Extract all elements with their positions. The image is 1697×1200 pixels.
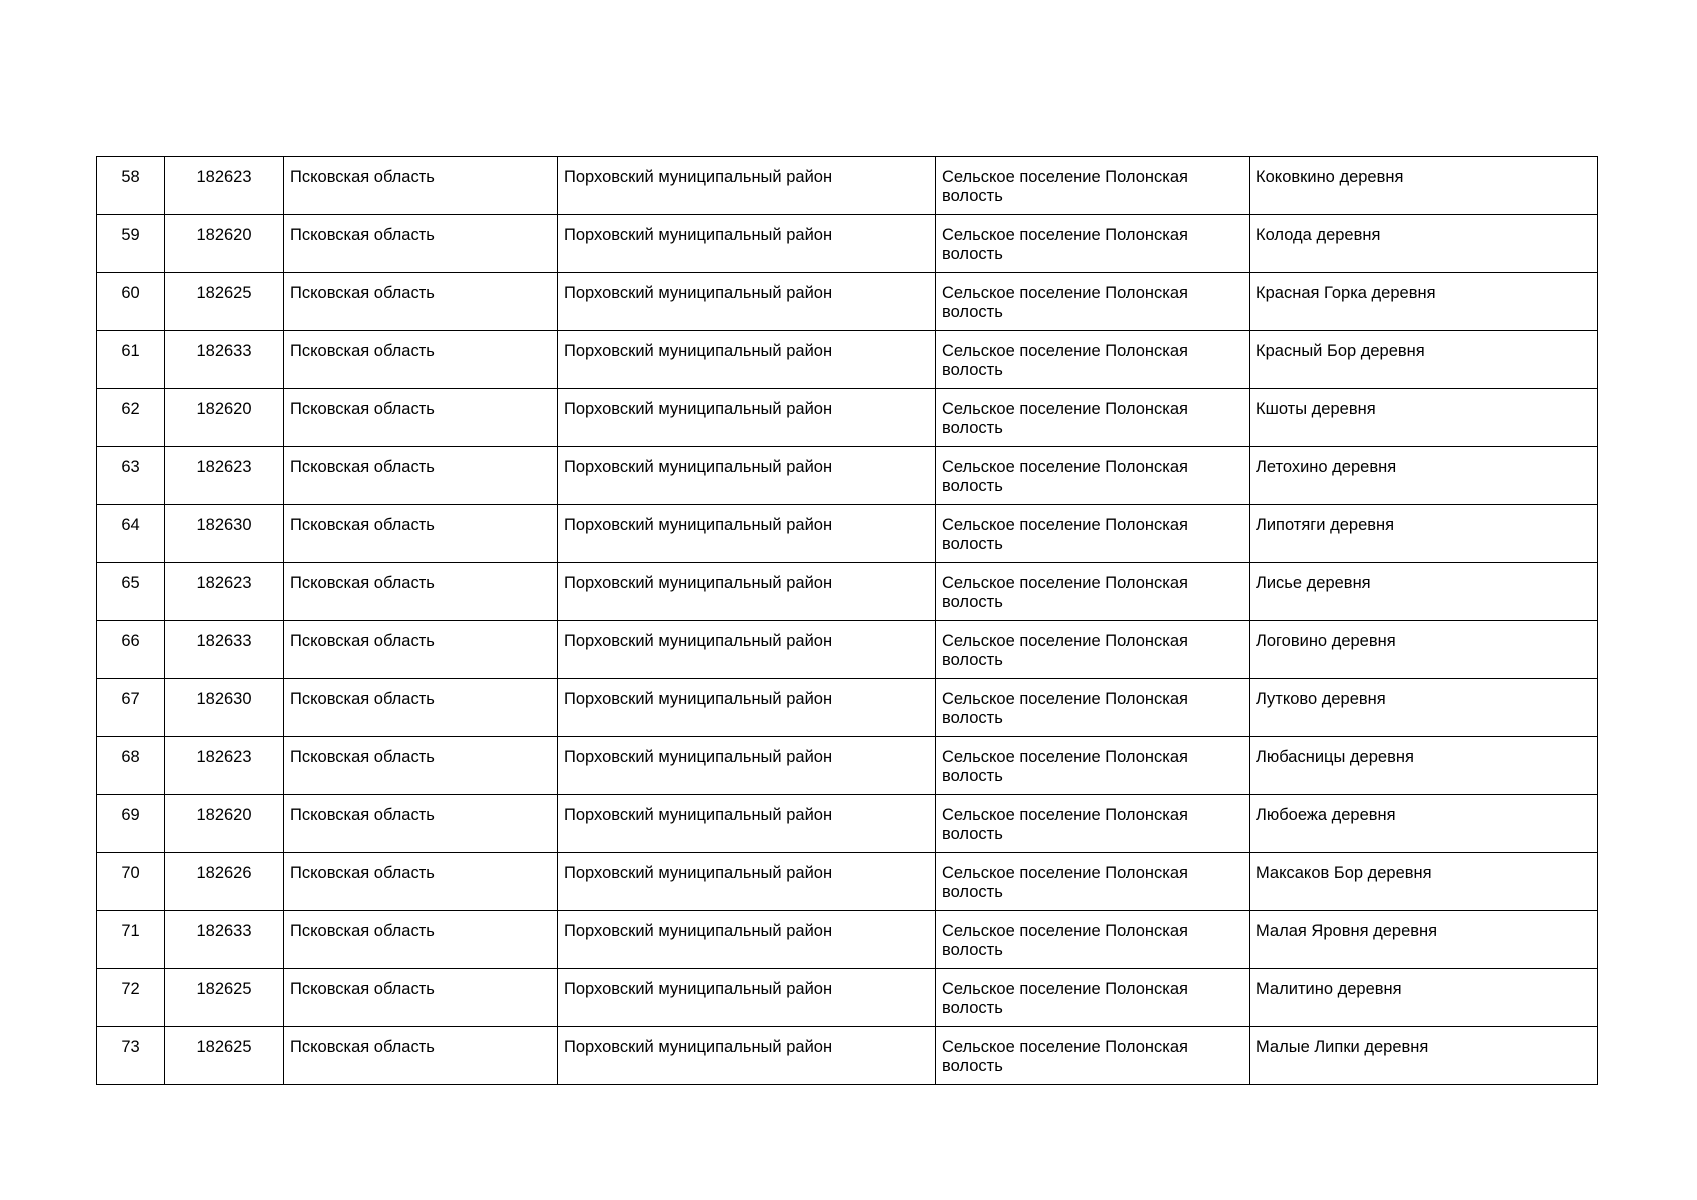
postal-index-cell: 182630 (165, 679, 284, 737)
settlement-cell: Сельское поселение Полонская волость (936, 853, 1250, 911)
table-row (97, 679, 1598, 737)
table-row (97, 911, 1598, 969)
region-cell: Псковская область (284, 273, 558, 331)
postal-index-cell: 182623 (165, 447, 284, 505)
row-number-cell: 67 (97, 679, 165, 737)
district-cell: Порховский муниципальный район (558, 621, 936, 679)
settlement-cell: Сельское поселение Полонская волость (936, 505, 1250, 563)
region-cell: Псковская область (284, 215, 558, 273)
locality-cell: Красная Горка деревня (1250, 273, 1598, 331)
locality-cell: Липотяги деревня (1250, 505, 1598, 563)
table-row (97, 795, 1598, 853)
district-cell: Порховский муниципальный район (558, 1027, 936, 1085)
locality-cell: Лисье деревня (1250, 563, 1598, 621)
locality-cell: Коковкино деревня (1250, 157, 1598, 215)
region-cell: Псковская область (284, 795, 558, 853)
table-row (97, 505, 1598, 563)
district-cell: Порховский муниципальный район (558, 331, 936, 389)
settlement-cell: Сельское поселение Полонская волость (936, 795, 1250, 853)
settlement-cell: Сельское поселение Полонская волость (936, 737, 1250, 795)
postal-index-cell: 182625 (165, 1027, 284, 1085)
region-cell: Псковская область (284, 679, 558, 737)
table-row (97, 273, 1598, 331)
row-number-cell: 61 (97, 331, 165, 389)
table-body (97, 157, 1598, 1085)
table-row (97, 737, 1598, 795)
row-number-cell: 60 (97, 273, 165, 331)
region-cell: Псковская область (284, 389, 558, 447)
locality-cell: Любоежа деревня (1250, 795, 1598, 853)
settlement-cell: Сельское поселение Полонская волость (936, 563, 1250, 621)
district-cell: Порховский муниципальный район (558, 563, 936, 621)
locality-cell: Красный Бор деревня (1250, 331, 1598, 389)
row-number-cell: 64 (97, 505, 165, 563)
settlement-cell: Сельское поселение Полонская волость (936, 157, 1250, 215)
postal-index-cell: 182623 (165, 737, 284, 795)
postal-index-cell: 182630 (165, 505, 284, 563)
district-cell: Порховский муниципальный район (558, 505, 936, 563)
row-number-cell: 68 (97, 737, 165, 795)
region-cell: Псковская область (284, 505, 558, 563)
postal-index-cell: 182620 (165, 795, 284, 853)
table-row (97, 215, 1598, 273)
region-cell: Псковская область (284, 853, 558, 911)
locality-cell: Малая Яровня деревня (1250, 911, 1598, 969)
settlement-cell: Сельское поселение Полонская волость (936, 1027, 1250, 1085)
row-number-cell: 65 (97, 563, 165, 621)
district-cell: Порховский муниципальный район (558, 679, 936, 737)
locality-cell: Кшоты деревня (1250, 389, 1598, 447)
row-number-cell: 71 (97, 911, 165, 969)
table-row (97, 157, 1598, 215)
region-cell: Псковская область (284, 1027, 558, 1085)
row-number-cell: 73 (97, 1027, 165, 1085)
locality-cell: Летохино деревня (1250, 447, 1598, 505)
settlement-cell: Сельское поселение Полонская волость (936, 215, 1250, 273)
locality-cell: Малитино деревня (1250, 969, 1598, 1027)
table-row (97, 331, 1598, 389)
region-cell: Псковская область (284, 911, 558, 969)
district-cell: Порховский муниципальный район (558, 273, 936, 331)
postal-index-cell: 182620 (165, 215, 284, 273)
locality-cell: Колода деревня (1250, 215, 1598, 273)
settlement-cell: Сельское поселение Полонская волость (936, 911, 1250, 969)
district-cell: Порховский муниципальный район (558, 795, 936, 853)
settlement-cell: Сельское поселение Полонская волость (936, 969, 1250, 1027)
district-cell: Порховский муниципальный район (558, 969, 936, 1027)
postal-index-cell: 182633 (165, 621, 284, 679)
district-cell: Порховский муниципальный район (558, 447, 936, 505)
table-row (97, 1027, 1598, 1085)
table-row (97, 621, 1598, 679)
locality-cell: Максаков Бор деревня (1250, 853, 1598, 911)
district-cell: Порховский муниципальный район (558, 737, 936, 795)
locality-cell: Малые Липки деревня (1250, 1027, 1598, 1085)
row-number-cell: 58 (97, 157, 165, 215)
table-row (97, 969, 1598, 1027)
district-cell: Порховский муниципальный район (558, 157, 936, 215)
locality-cell: Любасницы деревня (1250, 737, 1598, 795)
postal-index-cell: 182620 (165, 389, 284, 447)
district-cell: Порховский муниципальный район (558, 389, 936, 447)
table-row (97, 563, 1598, 621)
row-number-cell: 66 (97, 621, 165, 679)
postal-index-cell: 182625 (165, 273, 284, 331)
settlement-cell: Сельское поселение Полонская волость (936, 447, 1250, 505)
district-cell: Порховский муниципальный район (558, 911, 936, 969)
table-row (97, 389, 1598, 447)
postal-index-cell: 182626 (165, 853, 284, 911)
table-row (97, 853, 1598, 911)
row-number-cell: 69 (97, 795, 165, 853)
settlement-cell: Сельское поселение Полонская волость (936, 273, 1250, 331)
settlement-cell: Сельское поселение Полонская волость (936, 331, 1250, 389)
postal-index-cell: 182625 (165, 969, 284, 1027)
postal-index-cell: 182623 (165, 563, 284, 621)
row-number-cell: 72 (97, 969, 165, 1027)
locality-cell: Логовино деревня (1250, 621, 1598, 679)
region-cell: Псковская область (284, 447, 558, 505)
settlement-cell: Сельское поселение Полонская волость (936, 389, 1250, 447)
region-cell: Псковская область (284, 563, 558, 621)
region-cell: Псковская область (284, 737, 558, 795)
settlement-cell: Сельское поселение Полонская волость (936, 621, 1250, 679)
postal-index-cell: 182623 (165, 157, 284, 215)
settlements-table (96, 156, 1598, 1085)
region-cell: Псковская область (284, 157, 558, 215)
row-number-cell: 62 (97, 389, 165, 447)
region-cell: Псковская область (284, 621, 558, 679)
region-cell: Псковская область (284, 331, 558, 389)
locality-cell: Лутково деревня (1250, 679, 1598, 737)
postal-index-cell: 182633 (165, 331, 284, 389)
district-cell: Порховский муниципальный район (558, 853, 936, 911)
settlement-cell: Сельское поселение Полонская волость (936, 679, 1250, 737)
region-cell: Псковская область (284, 969, 558, 1027)
table-row (97, 447, 1598, 505)
row-number-cell: 59 (97, 215, 165, 273)
postal-index-cell: 182633 (165, 911, 284, 969)
row-number-cell: 63 (97, 447, 165, 505)
row-number-cell: 70 (97, 853, 165, 911)
district-cell: Порховский муниципальный район (558, 215, 936, 273)
